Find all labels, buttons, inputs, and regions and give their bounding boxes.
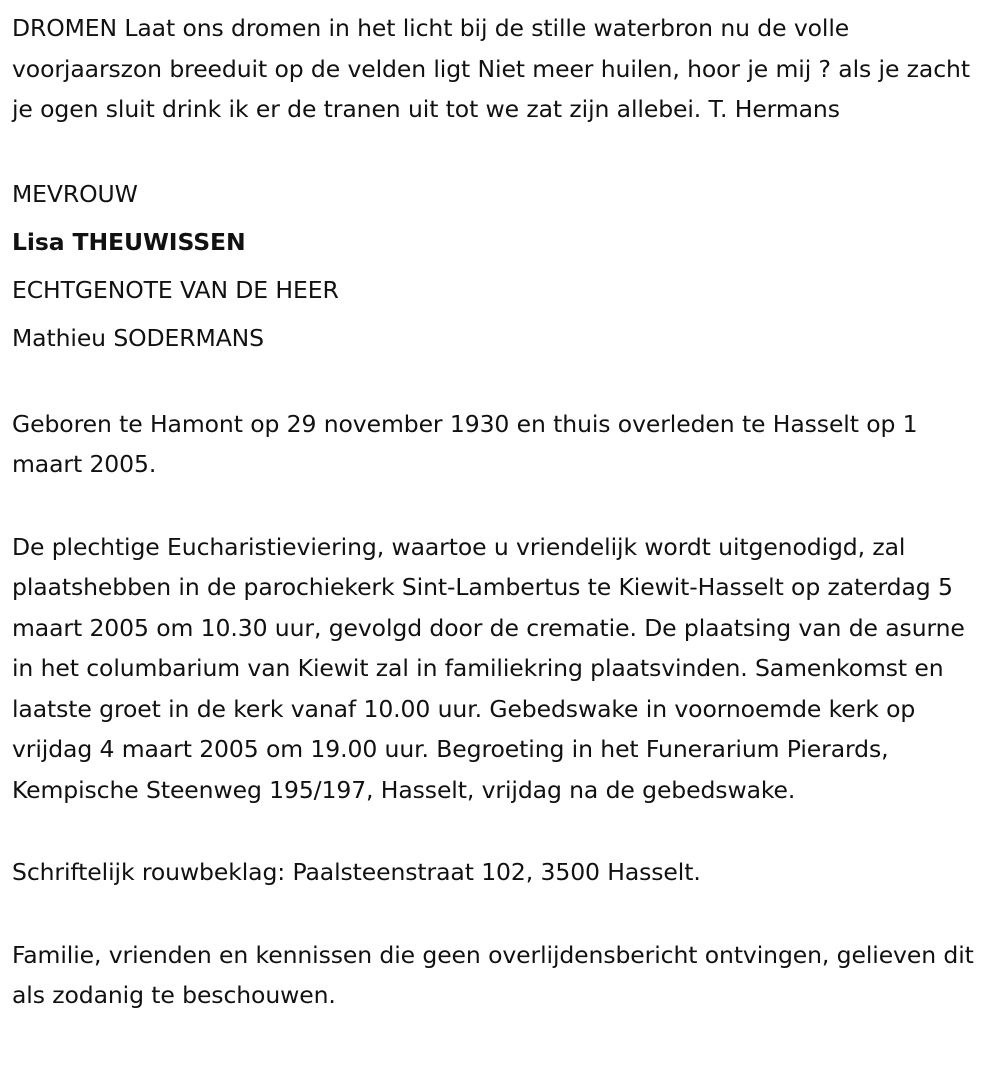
spouse-name: Mathieu SODERMANS (12, 323, 264, 352)
spacer (12, 485, 988, 527)
spacer (12, 893, 988, 935)
spacer (12, 362, 988, 404)
closing-note: Familie, vrienden en kennissen die geen overlijdensbericht ontvingen, gelieven dit als zodanig te beschouwen. (12, 940, 974, 1009)
birth-death-paragraph: Geboren te Hamont op 29 november 1930 en thuis overleden te Hasselt op 1 maart 2005. (12, 409, 918, 478)
relation-line: ECHTGENOTE VAN DE HEER (12, 275, 339, 304)
spacer (12, 810, 988, 852)
condolence-address: Schriftelijk rouwbeklag: Paalsteenstraat 102, 3500 Hasselt. (12, 858, 701, 886)
deceased-name: Lisa THEUWISSEN (12, 227, 246, 256)
salutation: MEVROUW (12, 179, 138, 208)
poem-paragraph: DROMEN Laat ons dromen in het licht bij de stille waterbron nu de volle voorjaarszon breeduit op de velden ligt Niet meer huilen, hoor je mij ? als je zacht je ogen sluit drink ik er de tranen uit tot we zat zijn allebei. T. Hermans (12, 14, 970, 123)
ceremony-paragraph: De plechtige Eucharistieviering, waartoe u vriendelijk wordt uitgenodigd, zal plaatshebben in de parochiekerk Sint-Lambertus te Kiewit-Hasselt op zaterdag 5 maart 2005 om 10.30 uur, gevolgd door de crematie. De plaatsing van de asurne in het columbarium van Kiewit zal in familiekring plaatsvinden. Samenkomst en laatste groet in de kerk vanaf 10.00 uur. Gebedswake in voornoemde kerk op vrijdag 4 maart 2005 om 19.00 uur. Begroeting in het Funerarium Pierards, Kempische Steenweg 195/197, Hasselt, vrijdag na de gebedswake. (12, 532, 965, 804)
spacer (12, 130, 988, 170)
